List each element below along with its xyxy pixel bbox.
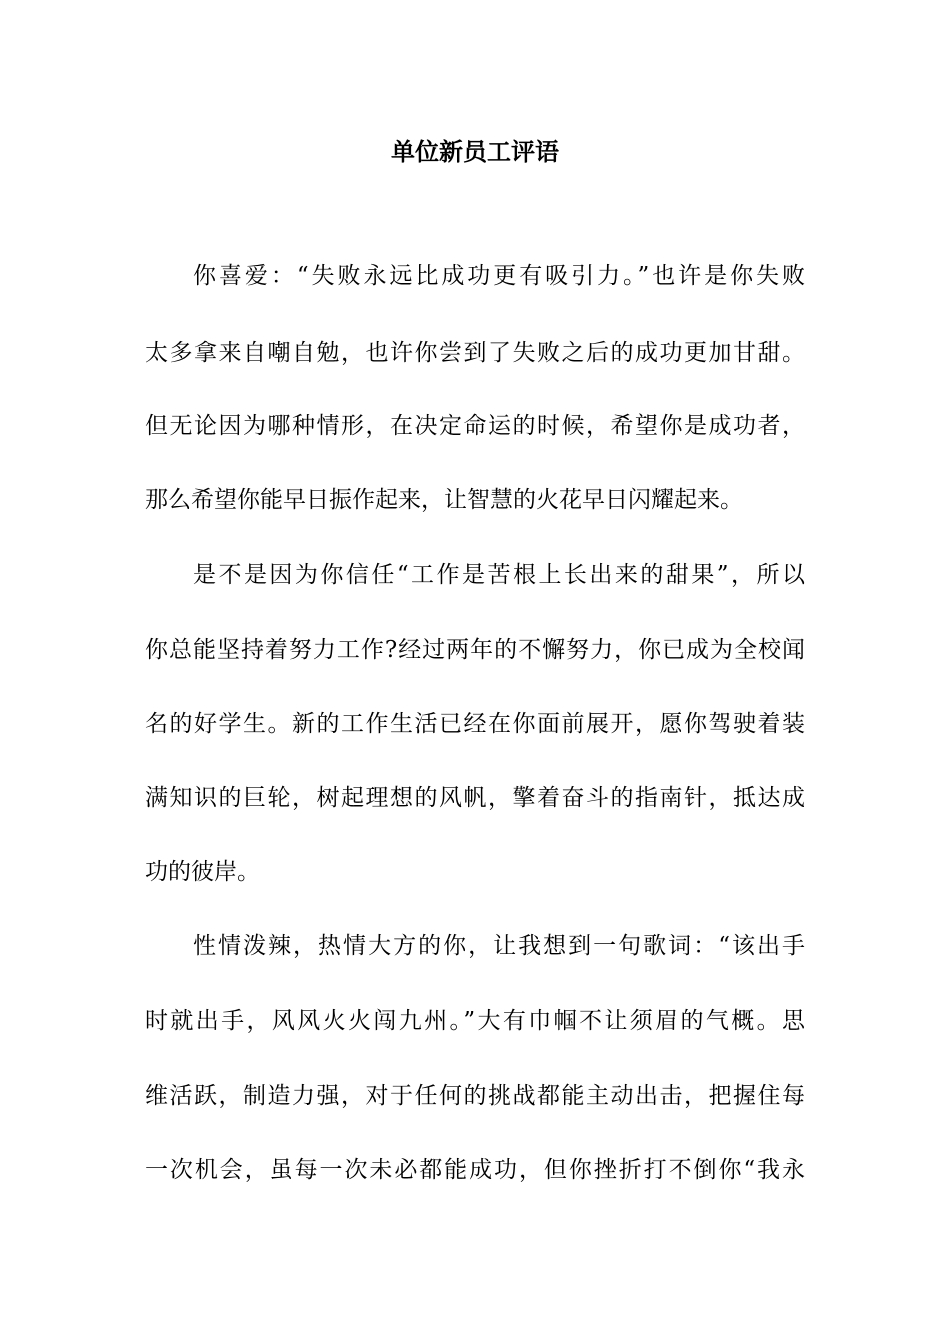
text-line: 一次机会，虽每一次未必都能成功，但你挫折打不倒你“我永	[145, 1157, 805, 1183]
text-line: 但无论因为哪种情形，在决定命运的时候，希望你是成功者，	[145, 413, 805, 439]
text-line: 太多拿来自嘲自勉，也许你尝到了失败之后的成功更加甘甜。	[145, 340, 805, 366]
text-line: 你喜爱：“失败永远比成功更有吸引力。”也许是你失败	[193, 263, 805, 289]
text-line: 时就出手，风风火火闯九州。”大有巾帼不让须眉的气概。思	[145, 1008, 805, 1034]
text-line: 维活跃，制造力强，对于任何的挑战都能主动出击，把握住每	[145, 1083, 805, 1109]
text-line: 你总能坚持着努力工作?经过两年的不懈努力，你已成为全校闻	[145, 637, 805, 663]
text-line: 功的彼岸。	[145, 859, 260, 885]
text-line: 是不是因为你信任“工作是苦根上长出来的甜果”，所以	[193, 562, 805, 588]
document-title: 单位新员工评语	[391, 137, 559, 166]
text-line: 那么希望你能早日振作起来，让智慧的火花早日闪耀起来。	[145, 487, 743, 513]
text-line: 满知识的巨轮，树起理想的风帆，擎着奋斗的指南针，抵达成	[145, 785, 805, 811]
text-line: 名的好学生。新的工作生活已经在你面前展开，愿你驾驶着装	[145, 711, 805, 737]
text-line: 性情泼辣，热情大方的你，让我想到一句歌词：“该出手	[193, 933, 805, 959]
